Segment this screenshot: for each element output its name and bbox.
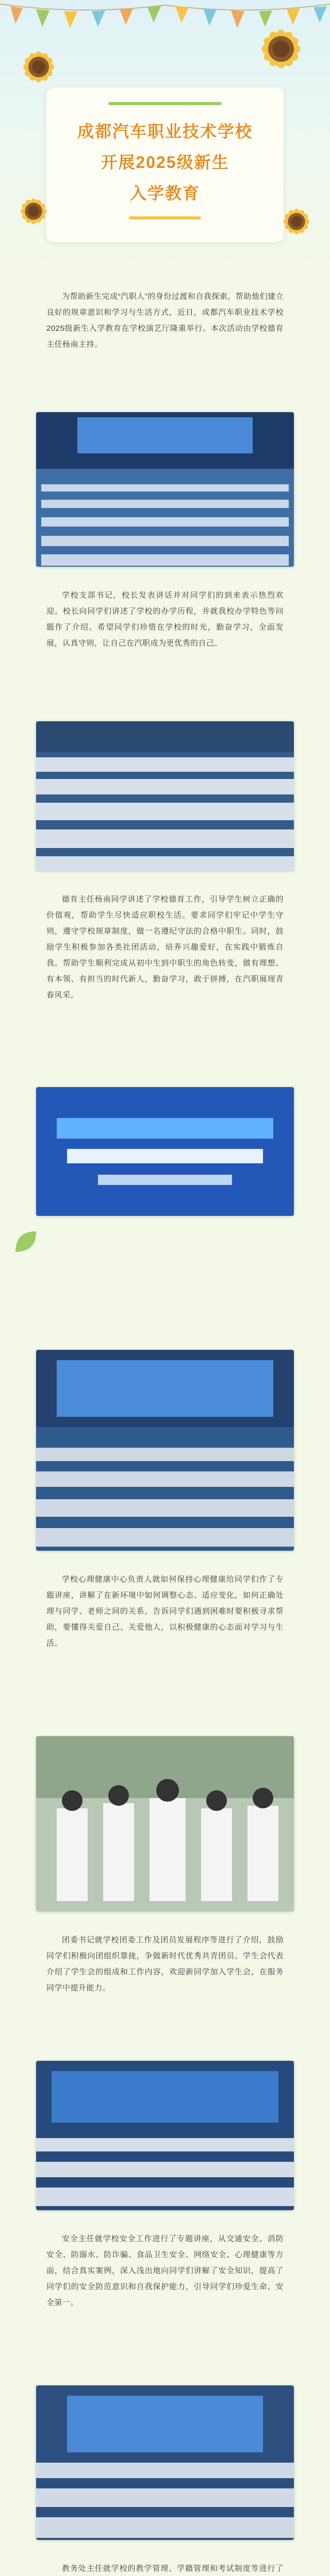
section-3-paragraph [46,1571,284,1716]
sunflower-icon [242,10,320,88]
photo-students [36,1736,294,1911]
intro-paragraph [46,289,284,397]
photo-image [36,1736,294,1911]
photo-lecture [36,1350,294,1551]
header-banner [0,0,330,268]
section-6-paragraph [46,2561,284,2576]
photo-image [36,1087,294,1216]
photo-assembly-2 [36,721,294,871]
section-6-text: 教务处主任就学校的教学管理、学籍管理和考试制度等进行了 [62,2564,284,2573]
photo-screen [36,1087,294,1216]
title-divider [108,102,222,105]
photo-stage [36,2061,294,2210]
title-divider [129,216,201,219]
title-card [46,88,284,242]
title-line-1: 成都汽车职业技术学校 [77,122,253,141]
photo-assembly-1 [36,412,294,567]
photo-image [36,2385,294,2540]
leaf-icon [10,1226,41,1257]
intro-text: 为帮助新生完成“汽职人”的身份过渡和自我探索，帮助他们建立良好的规章意识和学习与生活方式，近日，成都汽车职业技术学校2025级新生入学教育在学校演艺厅隆重举行。本次活动由学校德育主任杨南主持。 [46,292,284,349]
section-2-text: 德育主任杨南同学讲述了学校德育工作，引导学生树立正确的价值观，帮助学生尽快适应职校生活。要求同学们牢记中学生守则，遵守学校规章制度，做一名遵纪守法的合格中职生。同时，鼓励学生积极参加各类社团活动，培养兴趣爱好，在实践中锻炼自我。帮助学生顺利完成从初中生到中职生的角色转变，做有理想、有本领、有担当的时代新人，勤奋学习，敢于拼搏，在汽职展现青春风采。 [46,895,284,999]
photo-image [36,412,294,567]
section-4-paragraph [46,1932,284,2040]
section-1-paragraph [46,587,284,701]
section-5-text: 安全主任就学校安全工作进行了专题讲座，从交通安全、消防安全、防溺水、防诈骗、食品卫生安全、网络安全、心理健康等方面，结合真实案例，深入浅出地向同学们讲解了安全知识，提高了同学们的安全防范意识和自我保护能力，引导同学们珍爱生命、安全第一。 [46,2234,284,2307]
photo-image [36,2061,294,2210]
photo-image [36,1350,294,1551]
title-line-2: 开展2025级新生 [101,153,229,172]
title-line-3: 入学教育 [129,184,200,202]
photo-speaker [36,2385,294,2540]
section-5-paragraph [46,2231,284,2365]
section-2-paragraph [46,891,284,1066]
photo-image [36,721,294,871]
section-4-text: 团委书记就学校团委工作及团员发展程序等进行了介绍，鼓励同学们积极向团组织靠拢，争做新时代优秀共青团员。学生会代表介绍了学生会的组成和工作内容，欢迎新同学加入学生会，在服务同学中提升能力。 [46,1936,284,1992]
section-3-text: 学校心理健康中心负责人就如何保持心理健康给同学们作了专题讲座，讲解了在新环境中如何调整心态、适应变化，如何正确处理与同学、老师之间的关系，告诉同学们遇到困难时要积极寻求帮助，要懂得关爱自己、关爱他人，以积极健康的心态面对学习与生活。 [46,1575,284,1648]
section-1-text: 学校支部书记，校长发表讲话并对同学们的到来表示热烈欢迎。校长向同学们讲述了学校的办学历程，并就我校办学特色等问题作了介绍。希望同学们珍惜在学校的时光，勤奋学习，全面发展，认真守则，让自己在汽职成为更优秀的自己。 [46,591,284,648]
